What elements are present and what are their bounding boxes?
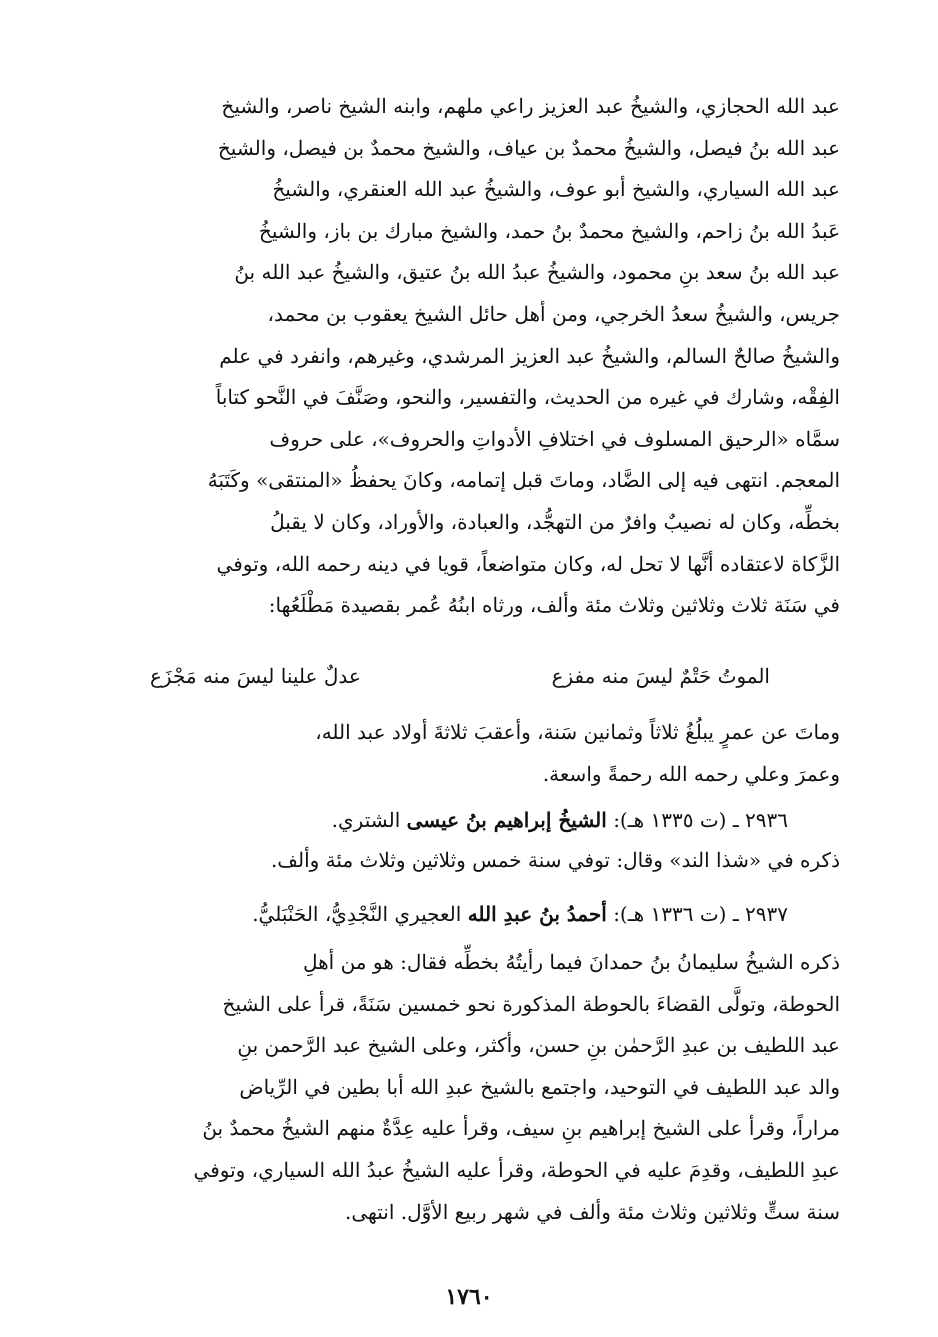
text-line: المعجم. انتهى فيه إلى الضَّاد، وماتَ قبل إتمامه، وكانَ يحفظُ «المنتقى» وكَتَبَهُ xyxy=(207,468,840,493)
text-line: سنة ستٍّ وثلاثين وثلاث مئة وألف في شهر ربيع الأوَّل. انتهى. xyxy=(345,1199,840,1224)
text-line: عبدِ اللطيف، وقدِمَ عليه في الحوطة، وقرأ عليه الشيخُ عبدُ الله السياري، وتوفي xyxy=(193,1157,840,1182)
entry-suffix: الشتري. xyxy=(331,808,401,832)
entry-name: أحمدُ بنُ عبدِ الله xyxy=(467,902,607,926)
text-line: الزَّكاة لاعتقاده أنَّها لا تحل له، وكان متواضعاً، قويا في دينه رحمه الله، وتوفي xyxy=(216,551,840,576)
text-line: بخطِّه، وكان له نصيبٌ وافرٌ من التهجُّد، والعبادة، والأوراد، وكان لا يقبلُ xyxy=(270,509,840,534)
text-line: عبد الله السياري، والشيخ أبو عوف، والشيخُ عبد الله العنقري، والشيخُ xyxy=(272,177,840,202)
verse-second-hemistich: عدلٌ علينا ليسَ منه مَجْزَع xyxy=(150,664,361,688)
biography-paragraph-1 xyxy=(96,86,840,627)
biography-paragraph-2 xyxy=(96,712,840,795)
page-number: ١٧٦٠ xyxy=(445,1284,493,1310)
text-line: ذكره الشيخُ سليمانُ بنُ حمدانَ فيما رأيتُهُ بخطِّه فقال: هو من أهلِ xyxy=(302,950,840,974)
text-line: سمَّاه «الرحيق المسلوف في اختلافِ الأدواتِ والحروف»، على حروف xyxy=(269,426,840,451)
entry-number: ٢٩٣٧ ـ (ت ١٣٣٦ هـ): xyxy=(613,902,788,926)
text-line: والشيخُ صالحٌ السالم، والشيخُ عبد العزيز المرشدي، وغيرهم، وانفرد في علم xyxy=(219,343,840,368)
text-line: عبد الله بنُ سعد بنِ محمود، والشيخُ عبدُ الله بنُ عتيق، والشيخُ عبد الله بنُ xyxy=(234,260,840,285)
entry-note-2936: ذكره في «شذا الند» وقال: توفي سنة خمس وثلاثين وثلاث مئة وألف. xyxy=(270,848,840,872)
text-line: في سَنَة ثلاث وثلاثين وثلاث مئة وألف، ورثاه ابنُهُ عُمر بقصيدة مَطْلَعُها: xyxy=(268,593,840,618)
text-line: جريس، والشيخُ سعدُ الخرجي، ومن أهل حائل الشيخ يعقوب بن محمد، xyxy=(267,301,840,326)
entry-name: الشيخُ إبراهيم بنُ عيسى xyxy=(406,808,607,832)
biography-paragraph-3 xyxy=(96,942,840,1233)
text-line: الحوطة، وتولَّى القضاءَ بالحوطة المذكورة نحو خمسين سَنَةً، قرأ على الشيخ xyxy=(222,991,840,1016)
poem-verse xyxy=(150,656,770,696)
text-line: والد عبد اللطيف في التوحيد، واجتمع بالشيخ عبدِ الله أبا بطين في الرِّياض xyxy=(239,1074,840,1099)
text-line: الفِقْه، وشارك في غيره من الحديث، والتفسير، والنحو، وصَنَّفَ في النَّحو كتاباً xyxy=(215,385,840,410)
entry-heading-2936 xyxy=(332,802,788,838)
text-line: وعمرَ وعلي رحمه الله رحمةً واسعة. xyxy=(542,761,840,786)
entry-number: ٢٩٣٦ ـ (ت ١٣٣٥ هـ): xyxy=(613,808,788,832)
text-line: مراراً، وقرأ على الشيخ إبراهيم بنِ سيف، وقرأ عليه عِدَّةٌ منهم الشيخُ محمدٌ بنُ xyxy=(202,1116,840,1141)
text-line: عبد الله الحجازي، والشيخُ عبد العزيز راعي ملهم، وابنه الشيخ ناصر، والشيخ xyxy=(221,94,840,118)
text-line: عَبدُ الله بنُ زاحم، والشيخ محمدٌ بنُ حمد، والشيخ مبارك بن باز، والشيخُ xyxy=(258,218,840,243)
entry-suffix: العجيري النَّجْدِيُّ، الحَنْبَليُّ. xyxy=(252,902,462,926)
text-line: وماتَ عن عمرٍ يبلُغُ ثلاثاً وثمانين سَنة، وأعقبَ ثلاثةَ أولاد عبد الله، xyxy=(315,720,840,744)
text-line: عبد اللطيف بن عبدِ الرَّحمٰن بنِ حسن، وأكثر، وعلى الشيخ عبد الرَّحمن بنِ xyxy=(237,1033,840,1058)
text-line: عبد الله بنُ فيصل، والشيخُ محمدٌ بن عياف، والشيخ محمدٌ بن فيصل، والشيخ xyxy=(217,135,840,160)
entry-heading-2937 xyxy=(252,896,788,932)
verse-first-hemistich: الموتُ حَتْمٌ ليسَ منه مفزع xyxy=(551,664,770,688)
